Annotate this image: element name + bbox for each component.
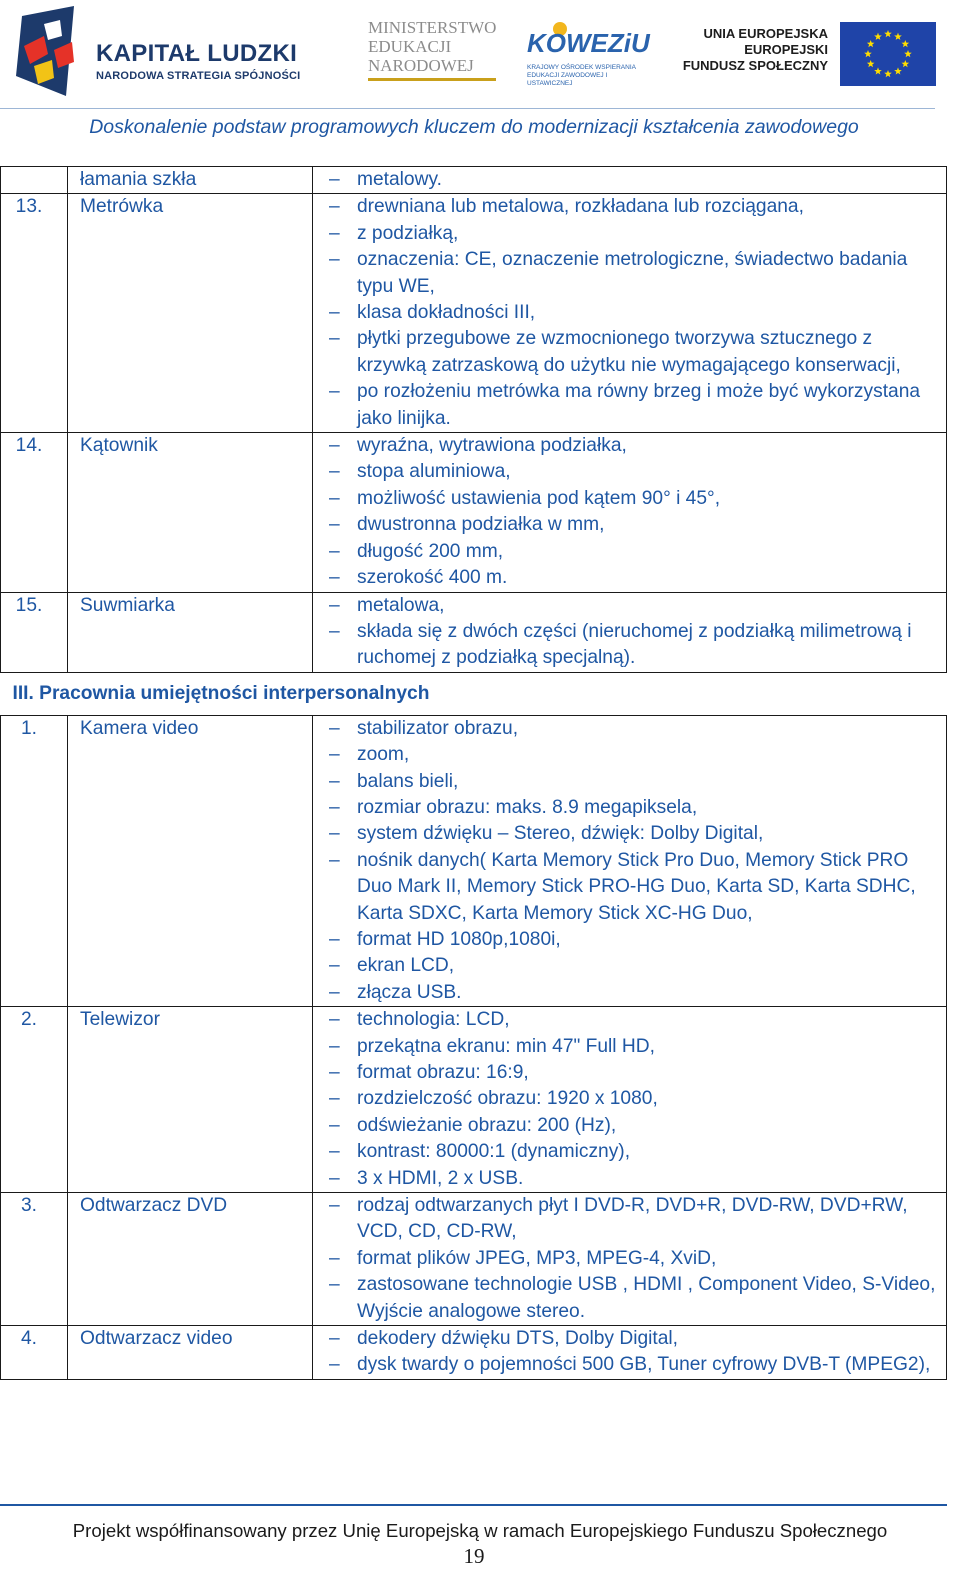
dash-bullet-icon: – — [329, 928, 340, 950]
dash-bullet-icon: – — [329, 1354, 340, 1376]
list-item — [321, 486, 944, 512]
star-icon — [884, 30, 892, 37]
specification-cell — [313, 167, 947, 194]
dash-bullet-icon: – — [329, 1328, 340, 1350]
equipment-name-cell — [68, 433, 313, 592]
page-number: 19 — [463, 1544, 485, 1568]
star-icon — [874, 33, 882, 40]
list-item-text: dekodery dźwięku DTS, Dolby Digital, — [357, 1328, 678, 1350]
specification-cell — [313, 1326, 947, 1380]
list-item-text: możliwość ustawienia pod kątem 90° i 45°, — [357, 487, 721, 509]
header-rule — [0, 108, 935, 109]
row-number: 13. — [15, 196, 43, 218]
row-number-cell — [1, 1007, 68, 1193]
equipment-name-cell — [68, 167, 313, 194]
dash-bullet-icon: – — [329, 796, 340, 818]
list-item — [321, 1193, 944, 1246]
dash-bullet-icon: – — [329, 717, 340, 739]
dash-bullet-icon: – — [329, 487, 340, 509]
table-row — [1, 1326, 947, 1380]
list-item — [321, 1139, 944, 1165]
list-item-text: zastosowane technologie USB , HDMI , Component Video, S-Video, Wyjście analogowe stereo. — [357, 1274, 936, 1322]
row-number-cell — [1, 433, 68, 592]
star-icon — [884, 70, 892, 77]
dash-bullet-icon: – — [329, 249, 340, 271]
row-number: 1. — [20, 717, 37, 739]
list-item-text: nośnik danych( Karta Memory Stick Pro Duo, Memory Stick PRO Duo Mark II, Memory Stick PRO-HG Duo, Karta SD, Karta SDHC, Karta SDXC, Karta Memory Stick XC-HG Duo, — [357, 849, 916, 924]
list-item — [321, 512, 944, 538]
row-number-cell — [1, 1193, 68, 1326]
equipment-name: Metrówka — [80, 196, 164, 218]
table-row — [1, 167, 947, 194]
dash-bullet-icon: – — [329, 302, 340, 324]
equipment-name-cell — [68, 194, 313, 433]
table-row — [1, 194, 947, 433]
eu-logo-line: UNIA EUROPEJSKA — [703, 26, 828, 41]
men-logo-line: NARODOWEJ — [368, 56, 474, 75]
header-logos — [0, 0, 960, 108]
list-item — [321, 194, 944, 220]
men-logo-line: EDUKACJI — [368, 37, 452, 56]
list-item-text: rozmiar obrazu: maks. 8.9 megapiksela, — [357, 796, 698, 818]
dash-bullet-icon: – — [329, 1141, 340, 1163]
dash-bullet-icon: – — [329, 435, 340, 457]
star-icon — [867, 60, 875, 67]
equipment-name-cell — [68, 592, 313, 672]
list-item-text: dwustronna podziałka w mm, — [357, 514, 605, 536]
list-item-text: ekran LCD, — [357, 955, 455, 977]
list-item — [321, 953, 944, 979]
footer-text: Projekt współfinansowany przez Unię Europejską w ramach Europejskiego Funduszu Społecznego — [72, 1520, 888, 1541]
specification-cell — [313, 715, 947, 1006]
list-item-text: płytki przegubowe ze wzmocnionego tworzywa sztucznego z krzywką zatrzaskową do użytku nie wymagającego konserwacji, — [357, 328, 901, 376]
dash-bullet-icon: – — [329, 594, 340, 616]
list-item-text: stopa aluminiowa, — [357, 461, 511, 483]
eu-logo-line: EUROPEJSKI — [744, 42, 828, 57]
dash-bullet-icon: – — [329, 222, 340, 244]
equipment-name: Odtwarzacz video — [80, 1328, 233, 1350]
list-item — [321, 167, 944, 193]
dash-bullet-icon: – — [329, 1035, 340, 1057]
row-number-cell — [1, 194, 68, 433]
list-item — [321, 795, 944, 821]
star-icon — [902, 40, 910, 47]
list-item-text: format plików JPEG, MP3, MPEG-4, XviD, — [357, 1247, 717, 1269]
list-item — [321, 619, 944, 672]
koweziu-title: KOWEZiU — [527, 28, 650, 58]
equipment-name: Suwmiarka — [80, 594, 175, 616]
dash-bullet-icon: – — [329, 849, 340, 871]
equipment-name: Odtwarzacz DVD — [80, 1195, 228, 1217]
row-number-cell — [1, 167, 68, 194]
specification-cell — [313, 1007, 947, 1193]
list-item — [321, 433, 944, 459]
star-icon — [864, 50, 872, 57]
list-item — [321, 716, 944, 742]
dash-bullet-icon: – — [329, 196, 340, 218]
list-item — [321, 769, 944, 795]
list-item-text: metalowy. — [357, 169, 442, 190]
list-item-text: oznaczenia: CE, oznaczenie metrologiczne, świadectwo badania typu WE, — [357, 249, 908, 297]
list-item-text: dysk twardy o pojemności 500 GB, Tuner cyfrowy DVB-T (MPEG2), — [357, 1354, 931, 1376]
kapital-ludzki-logo — [14, 6, 314, 102]
men-logo-line: MINISTERSTWO — [368, 18, 497, 37]
list-item — [321, 459, 944, 485]
list-item — [321, 1034, 944, 1060]
list-item-text: rodzaj odtwarzanych płyt I DVD-R, DVD+R, DVD-RW, DVD+RW, VCD, CD, CD-RW, — [357, 1195, 908, 1243]
list-item-text: kontrast: 80000:1 (dynamiczny), — [357, 1141, 631, 1163]
dash-bullet-icon: – — [329, 540, 340, 562]
star-icon — [867, 40, 875, 47]
list-item-text: długość 200 mm, — [357, 540, 504, 562]
dash-bullet-icon: – — [329, 1009, 340, 1031]
row-number: 15. — [15, 594, 43, 616]
koweziu-subtitle: KRAJOWY OŚRODEK WSPIERANIA EDUKACJI ZAWODOWEJ I USTAWICZNEJ — [527, 64, 636, 87]
dash-bullet-icon: – — [329, 981, 340, 1003]
dash-bullet-icon: – — [329, 1167, 340, 1189]
star-icon — [904, 50, 912, 57]
section-row — [1, 672, 947, 715]
list-item — [321, 539, 944, 565]
equipment-name: Kamera video — [80, 717, 199, 739]
list-item-text: technologia: LCD, — [357, 1009, 510, 1031]
table-row — [1, 592, 947, 672]
list-item-text: balans bieli, — [357, 770, 459, 792]
equipment-name-cell — [68, 1007, 313, 1193]
list-item — [321, 1352, 944, 1378]
list-item-text: stabilizator obrazu, — [357, 717, 519, 739]
row-number: 3. — [20, 1195, 37, 1217]
kapital-ludzki-emblem-icon — [14, 6, 94, 102]
dash-bullet-icon: – — [329, 1114, 340, 1136]
equipment-table — [0, 166, 947, 1380]
list-item — [321, 1113, 944, 1139]
list-item — [321, 326, 944, 379]
dash-bullet-icon: – — [329, 461, 340, 483]
list-item — [321, 300, 944, 326]
kapital-ludzki-title: KAPITAŁ LUDZKI — [96, 40, 298, 67]
list-item-text: rozdzielczość obrazu: 1920 x 1080, — [357, 1088, 658, 1110]
list-item-text: zoom, — [357, 744, 410, 766]
koweziu-logo — [527, 22, 650, 87]
row-number-cell — [1, 1326, 68, 1380]
list-item — [321, 379, 944, 432]
dash-bullet-icon: – — [329, 823, 340, 845]
dash-bullet-icon: – — [329, 620, 340, 642]
star-icon — [894, 33, 902, 40]
kapital-ludzki-subtitle: NARODOWA STRATEGIA SPÓJNOŚCI — [96, 70, 301, 82]
men-logo-bar — [368, 78, 496, 81]
men-logo — [368, 18, 508, 88]
list-item-text: drewniana lub metalowa, rozkładana lub rozciągana, — [357, 196, 804, 218]
dash-bullet-icon: – — [329, 169, 340, 190]
dash-bullet-icon: – — [329, 1247, 340, 1269]
row-number-cell — [1, 592, 68, 672]
list-item-text: system dźwięku – Stereo, dźwięk: Dolby Digital, — [357, 823, 764, 845]
dash-bullet-icon: – — [329, 567, 340, 589]
specification-cell — [313, 1193, 947, 1326]
dash-bullet-icon: – — [329, 1088, 340, 1110]
list-item-text: format obrazu: 16:9, — [357, 1062, 529, 1083]
dash-bullet-icon: – — [329, 955, 340, 977]
list-item — [321, 1272, 944, 1325]
footer-rule — [0, 1504, 947, 1506]
row-number: 14. — [15, 435, 43, 457]
eu-stars-icon — [840, 22, 936, 86]
equipment-table-wrap — [0, 166, 947, 1380]
star-icon — [894, 67, 902, 74]
list-item-text: składa się z dwóch części (nieruchomej z podziałką milimetrową i ruchomej z podziałką specjalną). — [357, 620, 912, 669]
dash-bullet-icon: – — [329, 1274, 340, 1296]
list-item — [321, 927, 944, 953]
table-row — [1, 1193, 947, 1326]
list-item-text: z podziałką, — [357, 222, 459, 244]
eu-flag — [840, 22, 936, 86]
list-item — [321, 848, 944, 927]
list-item-text: przekątna ekranu: min 47" Full HD, — [357, 1035, 655, 1057]
list-item — [321, 1326, 944, 1352]
specification-cell — [313, 592, 947, 672]
dash-bullet-icon: – — [329, 1062, 340, 1083]
dash-bullet-icon: – — [329, 1195, 340, 1217]
eu-logo-text — [683, 26, 828, 74]
list-item-text: metalowa, — [357, 594, 445, 616]
star-icon — [874, 67, 882, 74]
equipment-name-cell — [68, 1193, 313, 1326]
list-item-text: wyraźna, wytrawiona podziałka, — [357, 435, 627, 457]
list-item — [321, 247, 944, 300]
table-row — [1, 433, 947, 592]
star-icon — [902, 60, 910, 67]
row-number: 4. — [20, 1328, 37, 1350]
equipment-name: Kątownik — [80, 435, 158, 457]
table-row — [1, 1007, 947, 1193]
list-item — [321, 1007, 944, 1033]
list-item — [321, 742, 944, 768]
list-item-text: klasa dokładności III, — [357, 302, 536, 324]
running-title: Doskonalenie podstaw programowych kluczem do modernizacji kształcenia zawodowego — [89, 116, 859, 138]
specification-cell — [313, 194, 947, 433]
equipment-name-cell — [68, 715, 313, 1006]
dash-bullet-icon: – — [329, 328, 340, 350]
equipment-name: Telewizor — [80, 1009, 160, 1031]
list-item — [321, 980, 944, 1006]
table-row — [1, 715, 947, 1006]
list-item — [321, 821, 944, 847]
eu-logo-line: FUNDUSZ SPOŁECZNY — [682, 58, 828, 73]
dash-bullet-icon: – — [329, 381, 340, 403]
equipment-name: łamania szkła — [80, 169, 197, 190]
specification-cell — [313, 433, 947, 592]
list-item — [321, 221, 944, 247]
list-item — [321, 1166, 944, 1192]
row-number: 2. — [20, 1009, 37, 1031]
list-item — [321, 1060, 944, 1086]
list-item-text: 3 x HDMI, 2 x USB. — [357, 1167, 524, 1189]
list-item-text: odświeżanie obrazu: 200 (Hz), — [357, 1114, 617, 1136]
list-item — [321, 565, 944, 591]
dash-bullet-icon: – — [329, 514, 340, 536]
list-item-text: szerokość 400 m. — [357, 567, 508, 589]
list-item — [321, 1246, 944, 1272]
list-item-text: złącza USB. — [357, 981, 462, 1003]
section-title: III. Pracownia umiejętności interpersonalnych — [12, 682, 430, 704]
equipment-name-cell — [68, 1326, 313, 1380]
eu-logo — [682, 22, 936, 92]
section-cell — [1, 672, 947, 715]
list-item — [321, 1086, 944, 1112]
row-number-cell — [1, 715, 68, 1006]
list-item — [321, 593, 944, 619]
list-item-text: format HD 1080p,1080i, — [357, 928, 561, 950]
list-item-text: po rozłożeniu metrówka ma równy brzeg i może być wykorzystana jako linijka. — [357, 381, 921, 429]
dash-bullet-icon: – — [329, 744, 340, 766]
dash-bullet-icon: – — [329, 770, 340, 792]
